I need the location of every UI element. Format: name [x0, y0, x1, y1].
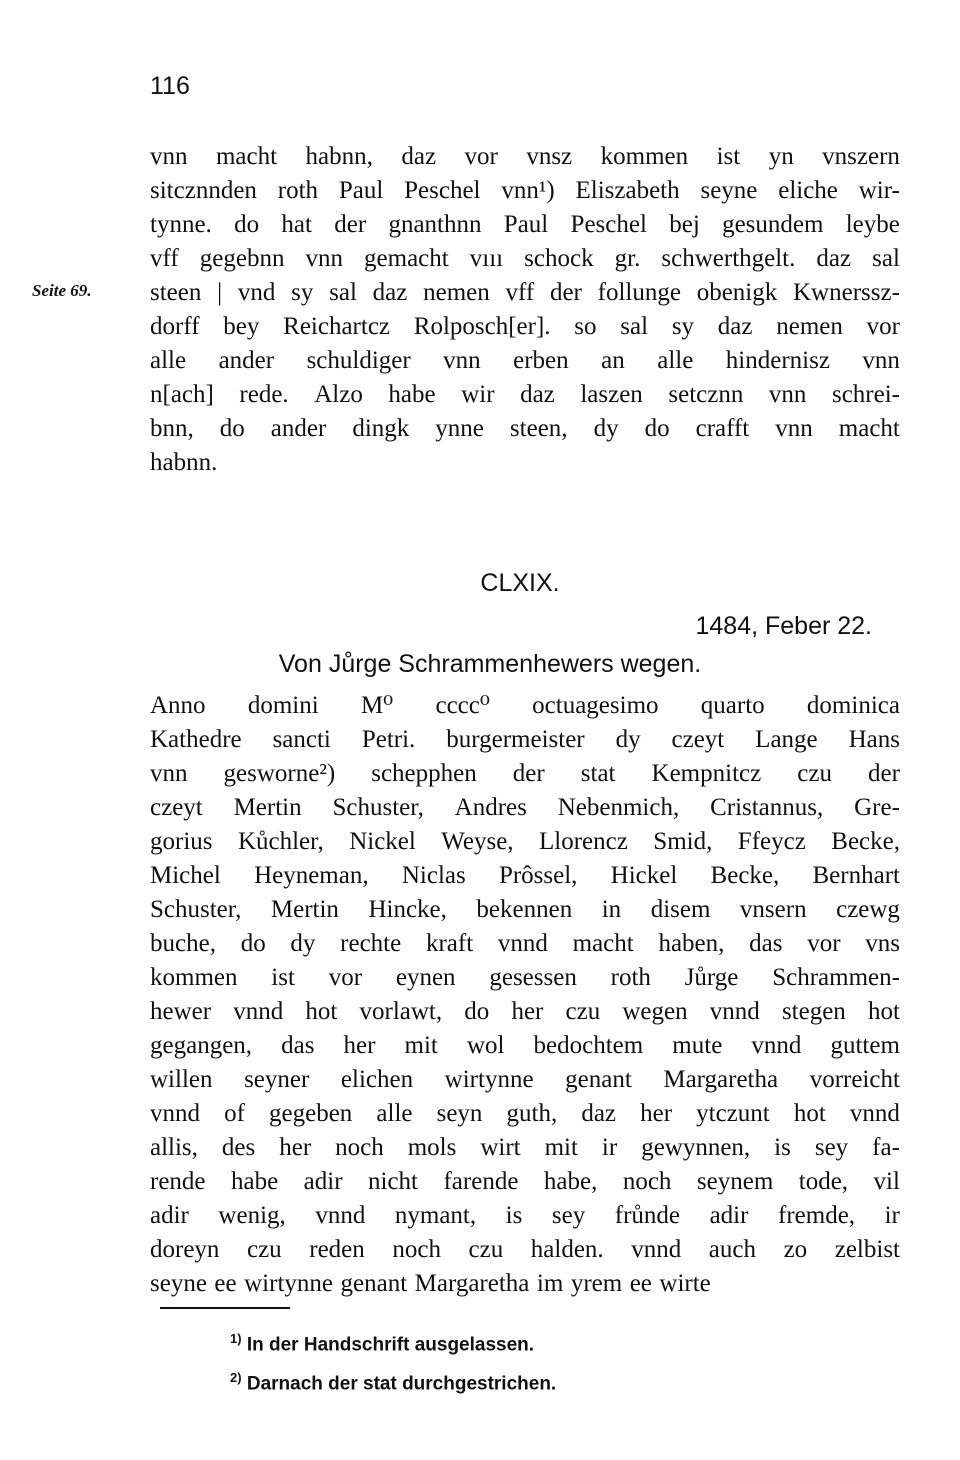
word: dominica — [806, 692, 900, 719]
word: guth, — [506, 1100, 558, 1127]
word: habe — [388, 381, 436, 408]
word: gnanthnn — [388, 211, 482, 238]
word: vns — [865, 930, 900, 957]
word: rende — [150, 1168, 206, 1195]
word: mit — [404, 1032, 438, 1059]
word: wirtynne — [244, 1270, 333, 1297]
word: ee — [214, 1270, 237, 1297]
word: seyne — [150, 1270, 207, 1297]
text-line — [150, 927, 900, 961]
word: roth — [277, 177, 319, 204]
word: vnn — [775, 415, 813, 442]
word: do — [464, 998, 490, 1025]
word: Llorencz — [539, 828, 628, 855]
text-line — [150, 1131, 900, 1165]
word: Smid, — [653, 828, 713, 855]
text-line — [150, 242, 900, 276]
word: gegebnn — [199, 245, 285, 272]
word: yn — [768, 143, 794, 170]
word: sey — [814, 1134, 849, 1161]
word: schepphen — [371, 760, 477, 787]
word: so — [574, 313, 597, 340]
word: her — [343, 1032, 376, 1059]
word: her — [279, 1134, 312, 1161]
text-line — [150, 859, 900, 893]
word: Peschel — [404, 177, 481, 204]
word: octuagesimo — [532, 692, 659, 719]
word: Alzo — [314, 381, 363, 408]
text-line — [150, 1097, 900, 1131]
word: vnnd — [233, 998, 284, 1025]
word: daz — [816, 245, 852, 272]
text-line — [150, 140, 900, 174]
word: zo — [783, 1236, 808, 1263]
word: Schuster, — [150, 896, 242, 923]
word: der — [334, 211, 367, 238]
word: Hans — [848, 726, 900, 753]
word: stegen — [781, 998, 846, 1025]
word: fremde, — [778, 1202, 856, 1229]
record-title: Von Jůrge Schrammenhewers wegen. — [278, 650, 702, 678]
word: vnn — [443, 347, 481, 374]
word: do — [240, 930, 266, 957]
word: domini — [247, 692, 319, 719]
word: gegeben — [269, 1100, 353, 1127]
word: Margaretha — [663, 1066, 779, 1093]
word: ir — [884, 1202, 900, 1229]
word: gewynnen, — [641, 1134, 751, 1161]
paragraph-1 — [150, 140, 900, 480]
word: dy — [593, 415, 619, 442]
word: vnd — [237, 279, 276, 306]
word: vorreicht — [809, 1066, 900, 1093]
word: wenig, — [218, 1202, 286, 1229]
word: macht — [215, 143, 278, 170]
word: Kathedre — [150, 726, 242, 753]
word: tynne. — [150, 211, 212, 238]
word: sy — [291, 279, 314, 306]
text-line — [150, 893, 900, 927]
word: willen — [150, 1066, 213, 1093]
word: alle — [150, 347, 187, 374]
word: das — [281, 1032, 315, 1059]
word: sal — [620, 313, 649, 340]
text-line — [150, 378, 900, 412]
word: nicht — [368, 1168, 419, 1195]
word: schuldiger — [306, 347, 411, 374]
word: Margaretha — [414, 1270, 530, 1297]
word: of — [224, 1100, 245, 1127]
word: gesworne²) — [223, 760, 336, 787]
word: farende — [443, 1168, 519, 1195]
word: Michel — [150, 862, 221, 889]
word: vil — [873, 1168, 900, 1195]
word: seyn — [436, 1100, 483, 1127]
word: reden — [309, 1236, 365, 1263]
word: frůnde — [614, 1202, 681, 1229]
word: noch — [335, 1134, 384, 1161]
word: an — [601, 347, 625, 374]
text-line — [150, 723, 900, 757]
word: czu — [246, 1236, 282, 1263]
word: daz — [401, 143, 437, 170]
footnote-text: In der Handschrift ausgelassen. — [246, 1334, 535, 1356]
word: Hincke, — [368, 896, 447, 923]
word: in — [601, 896, 622, 923]
word: n[ach] — [150, 381, 214, 408]
word: sancti — [272, 726, 331, 753]
word: wegen — [622, 998, 688, 1025]
word: quarto — [700, 692, 765, 719]
word: wol — [466, 1032, 505, 1059]
word: czu — [565, 998, 601, 1025]
word: vnn — [862, 347, 900, 374]
footnote-1 — [230, 1322, 556, 1361]
word: obenigk — [696, 279, 778, 306]
word: sitcznnden — [150, 177, 257, 204]
record-date: 1484, Feber 22. — [695, 612, 872, 640]
word: auch — [708, 1236, 756, 1263]
word: Paul — [338, 177, 384, 204]
footnotes — [230, 1322, 556, 1401]
word: bnn, — [150, 415, 194, 442]
word: nymant, — [394, 1202, 477, 1229]
text-line — [150, 1199, 900, 1233]
word: guttem — [830, 1032, 900, 1059]
word: leybe — [845, 211, 900, 238]
word: mute — [672, 1032, 723, 1059]
word: Niclas — [401, 862, 466, 889]
word: Becke, — [710, 862, 780, 889]
word: yrem — [570, 1270, 623, 1297]
text-line — [150, 208, 900, 242]
word: czeyt — [150, 794, 203, 821]
word: habnn. — [150, 449, 218, 476]
word: Heyneman, — [254, 862, 369, 889]
word: czeyt — [671, 726, 725, 753]
word: vnsz — [526, 143, 573, 170]
word: daz — [520, 381, 555, 408]
word: dy — [290, 930, 316, 957]
word: eynen — [395, 964, 456, 991]
word: bedochtem — [533, 1032, 644, 1059]
word: adir — [150, 1202, 189, 1229]
word: setcznn — [668, 381, 744, 408]
text-line — [150, 276, 900, 310]
word: czu — [468, 1236, 504, 1263]
word: schrei- — [831, 381, 900, 408]
word: vnn — [305, 245, 343, 272]
text-line — [150, 791, 900, 825]
word: Nebenmich, — [557, 794, 680, 821]
word: czewg — [836, 896, 900, 923]
word: do — [234, 211, 260, 238]
word: erben — [513, 347, 569, 374]
word: Lange — [755, 726, 818, 753]
word: Schuster, — [332, 794, 424, 821]
word: vnnd — [631, 1236, 682, 1263]
word: im — [536, 1270, 564, 1297]
word: vnnd — [315, 1202, 366, 1229]
word: steen, — [509, 415, 568, 442]
word: sal — [872, 245, 900, 272]
word: vnnd — [849, 1100, 900, 1127]
word: ist — [716, 143, 741, 170]
text-line — [150, 1267, 900, 1301]
word: ytczunt — [696, 1100, 770, 1127]
word: rechte — [340, 930, 402, 957]
word: gesessen — [489, 964, 577, 991]
footnote-2 — [230, 1361, 556, 1400]
word: Jůrge — [684, 964, 739, 991]
word: wirtynne — [444, 1066, 534, 1093]
word: zelbist — [834, 1236, 900, 1263]
word: vnszern — [822, 143, 900, 170]
text-line — [150, 344, 900, 378]
word: nemen — [776, 313, 843, 340]
word: hot — [793, 1100, 826, 1127]
word: gorius — [150, 828, 213, 855]
word: dorff — [150, 313, 200, 340]
page-number: 116 — [150, 72, 190, 100]
word: stat — [580, 760, 616, 787]
word: macht — [572, 930, 634, 957]
word: Becke, — [831, 828, 900, 855]
word: noch — [392, 1236, 441, 1263]
word: steen — [150, 279, 202, 306]
word: bej — [669, 211, 700, 238]
text-line — [150, 757, 900, 791]
word: der — [512, 760, 545, 787]
word: gegangen, — [150, 1032, 253, 1059]
word: kommen — [150, 964, 238, 991]
word: der — [549, 279, 582, 306]
word: habnn, — [305, 143, 373, 170]
text-line — [150, 995, 900, 1029]
word: schock — [524, 245, 594, 272]
text-line — [150, 1029, 900, 1063]
text-line — [150, 412, 900, 446]
word: Paul — [503, 211, 549, 238]
word: buche, — [150, 930, 216, 957]
word: vorlawt, — [359, 998, 443, 1025]
word: macht — [838, 415, 900, 442]
word: gemacht — [364, 245, 449, 272]
word: laszen — [580, 381, 643, 408]
footnote-marker: 2) — [230, 1370, 242, 1386]
word: ist — [271, 964, 295, 991]
word: vııı — [469, 245, 504, 272]
word: Kůchler, — [237, 828, 324, 855]
word: der — [868, 760, 900, 787]
word: do — [644, 415, 670, 442]
word: daz — [581, 1100, 617, 1127]
word: Ffeycz — [737, 828, 806, 855]
word: das — [749, 930, 783, 957]
word: gr. — [614, 245, 641, 272]
word: bekennen — [476, 896, 573, 923]
word: Nickel — [349, 828, 416, 855]
word: ynne — [435, 415, 484, 442]
word: vnn — [150, 143, 188, 170]
word: seynem — [696, 1168, 774, 1195]
word: Cristannus, — [710, 794, 824, 821]
word: mit — [544, 1134, 578, 1161]
text-line — [150, 1165, 900, 1199]
word: sy — [671, 313, 695, 340]
word: is — [505, 1202, 523, 1229]
word: Weyse, — [441, 828, 514, 855]
word: Hickel — [610, 862, 678, 889]
word: sey — [551, 1202, 586, 1229]
word: vnn¹) — [501, 177, 555, 204]
word: haben, — [658, 930, 725, 957]
word: vff — [150, 245, 179, 272]
word: czu — [797, 760, 832, 787]
word: noch — [622, 1168, 672, 1195]
word: her — [640, 1100, 673, 1127]
footnote-rule — [160, 1307, 290, 1309]
word: Gre- — [854, 794, 900, 821]
word: vor — [866, 313, 900, 340]
word: follunge — [597, 279, 681, 306]
word: disem — [650, 896, 711, 923]
word: is — [774, 1134, 791, 1161]
word: roth — [610, 964, 651, 991]
word: vnn — [150, 760, 188, 787]
word: vff — [505, 279, 535, 306]
word: Rolposch[er]. — [413, 313, 551, 340]
word: hewer — [150, 998, 212, 1025]
text-line — [150, 446, 900, 480]
word: Reichartcz — [283, 313, 391, 340]
word: eliche — [778, 177, 838, 204]
word: vor — [807, 930, 841, 957]
word: vnnd — [751, 1032, 802, 1059]
word: kommen — [600, 143, 689, 170]
word: Eliszabeth — [575, 177, 680, 204]
word: burgermeister — [446, 726, 585, 753]
word: vnnd — [709, 998, 760, 1025]
margin-note: Seite 69. — [32, 281, 92, 300]
word: vor — [464, 143, 498, 170]
word: habe, — [543, 1168, 598, 1195]
word: adir — [303, 1168, 343, 1195]
text-line — [150, 689, 900, 723]
word: sal — [329, 279, 357, 306]
word: vnnd — [497, 930, 548, 957]
word: vnsern — [739, 896, 807, 923]
text-line — [150, 174, 900, 208]
word: Bernhart — [812, 862, 900, 889]
word: crafft — [695, 415, 750, 442]
word: vnnd — [150, 1100, 200, 1127]
word: fa- — [872, 1134, 900, 1161]
word: dingk — [352, 415, 410, 442]
word: seyner — [244, 1066, 310, 1093]
word: seyne — [700, 177, 758, 204]
word: nemen — [423, 279, 490, 306]
word: gesundem — [722, 211, 824, 238]
word: doreyn — [150, 1236, 220, 1263]
word: hot — [867, 998, 900, 1025]
footnote-marker: 1) — [230, 1331, 242, 1346]
word: alle — [657, 347, 694, 374]
word: des — [221, 1134, 256, 1161]
word: Mertin — [270, 896, 339, 923]
word: elichen — [340, 1066, 414, 1093]
word: Petri. — [361, 726, 416, 753]
paragraph-2 — [150, 689, 900, 1301]
word: Peschel — [570, 211, 647, 238]
word: vnn — [768, 381, 807, 408]
record-number: CLXIX. — [480, 569, 560, 597]
word: wir — [461, 381, 495, 408]
word: hindernisz — [725, 347, 830, 374]
word: mols — [407, 1134, 457, 1161]
word: genant — [565, 1066, 632, 1093]
word: wir- — [858, 177, 900, 204]
word: daz — [372, 279, 408, 306]
word: her — [511, 998, 544, 1025]
word: wirt — [480, 1134, 521, 1161]
word: tode, — [798, 1168, 849, 1195]
word: Prôssel, — [498, 862, 578, 889]
word: habe — [231, 1168, 279, 1195]
word: daz — [717, 313, 753, 340]
word: cccc⁰ — [435, 692, 490, 719]
word: Andres — [454, 794, 527, 821]
word: schwerthgelt. — [661, 245, 796, 272]
word: Kempnitcz — [651, 760, 762, 787]
text-line — [150, 825, 900, 859]
word: rede. — [239, 381, 289, 408]
word: kraft — [425, 930, 474, 957]
word: ee — [629, 1270, 652, 1297]
word: alle — [376, 1100, 413, 1127]
word: Anno — [150, 692, 206, 719]
word: bey — [223, 313, 260, 340]
word: allis, — [150, 1134, 198, 1161]
word: do — [219, 415, 245, 442]
word: wirte — [659, 1270, 711, 1297]
word: ander — [270, 415, 327, 442]
word: halden. — [530, 1236, 604, 1263]
word: Mertin — [233, 794, 302, 821]
word: vor — [328, 964, 363, 991]
word: Schrammen- — [772, 964, 900, 991]
text-line — [150, 1233, 900, 1267]
text-line — [150, 961, 900, 995]
word: hot — [305, 998, 338, 1025]
word: dy — [615, 726, 641, 753]
text-line — [150, 310, 900, 344]
word: ander — [218, 347, 275, 374]
word: adir — [709, 1202, 749, 1229]
word: genant — [340, 1270, 408, 1297]
word: Kwnerssz- — [793, 279, 900, 306]
word: ir — [601, 1134, 618, 1161]
footnote-text: Darnach der stat durchgestrichen. — [246, 1373, 557, 1395]
word: M⁰ — [360, 692, 394, 719]
word: hat — [281, 211, 312, 238]
text-line — [150, 1063, 900, 1097]
word: | — [217, 279, 223, 306]
